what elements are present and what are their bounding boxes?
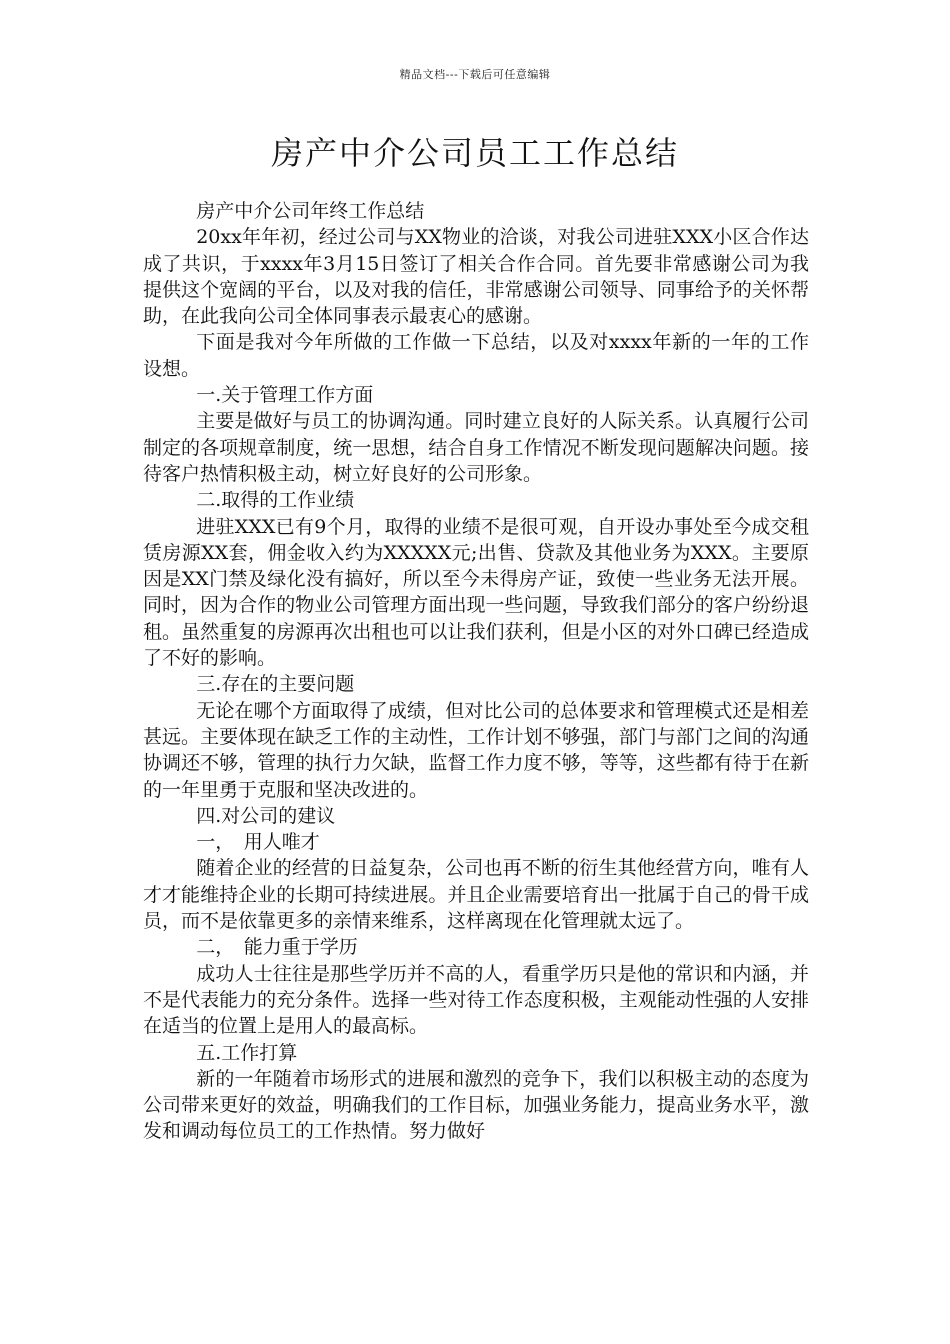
- paragraph-management: 主要是做好与员工的协调沟通。同时建立良好的人际关系。认真履行公司制定的各项规章制度，统一思想，结合自身工作情况不断发现问题解决问题。接待客户热情积极主动，树立好良好的公司形象。: [143, 410, 809, 485]
- paragraph-subtitle: 房产中介公司年终工作总结: [196, 200, 425, 222]
- paragraph-summary-intro: 下面是我对今年所做的工作做一下总结，以及对xxxx年新的一年的工作设想。: [143, 331, 809, 380]
- paragraph-talent: 随着企业的经营的日益复杂，公司也再不断的衍生其他经营方向，唯有人才才能维持企业的长期可持续进展。并且企业需要培育出一批属于自己的骨干成员，而不是依靠更多的亲情来维系，这样离现在化管理就太远了。: [143, 857, 809, 933]
- section-heading-problems: 三.存在的主要问题: [196, 673, 355, 696]
- section-heading-suggestions: 四.对公司的建议: [196, 804, 336, 827]
- document-title: 房产中介公司员工工作总结: [270, 134, 679, 172]
- section-heading-achievements: 二.取得的工作业绩: [196, 489, 355, 512]
- paragraph-plan: 新的一年随着市场形式的进展和激烈的竞争下，我们以积极主动的态度为公司带来更好的效益，明确我们的工作目标，加强业务能力，提高业务水平，激发和调动每位员工的工作热情。努力做好: [143, 1067, 809, 1143]
- paragraph-ability: 成功人士往往是那些学历并不高的人，看重学历只是他的常识和内涵，并不是代表能力的充分条件。选择一些对待工作态度积极，主观能动性强的人安排在适当的位置上是用人的最高标。: [143, 962, 809, 1038]
- paragraph-intro: 20xx年年初，经过公司与XX物业的洽谈，对我公司进驻XXX小区合作达成了共识，于xxxx年3月15日签订了相关合作合同。首先要非常感谢公司为我提供这个宽阔的平台，以及对我的信任，非常感谢公司领导、同事给予的关怀帮助，在此我向公司全体同事表示最衷心的感谢。: [143, 226, 809, 328]
- paragraph-problems: 无论在哪个方面取得了成绩，但对比公司的总体要求和管理模式还是相差甚远。主要体现在缺乏工作的主动性，工作计划不够强，部门与部门之间的沟通协调还不够，管理的执行力欠缺，监督工作力度不够，等等，这些都有待于在新的一年里勇于克服和坚决改进的。: [143, 699, 809, 801]
- paragraph-achievements: 进驻XXX已有9个月，取得的业绩不是很可观，自开设办事处至今成交租赁房源XX套，佣金收入约为XXXXX元;出售、贷款及其他业务为XXX。主要原因是XX门禁及绿化没有搞好，所以至今未得房产证，致使一些业务无法开展。同时，因为合作的物业公司管理方面出现一些问题，导致我们部分的客户纷纷退租。虽然重复的房源再次出租也可以让我们获利，但是小区的对外口碑已经造成了不好的影响。: [143, 515, 809, 670]
- section-heading-management: 一.关于管理工作方面: [196, 384, 374, 407]
- subheading-talent: 一， 用人唯才: [196, 831, 320, 854]
- header-note: 精品文档---下载后可任意编辑: [399, 68, 551, 81]
- document-body: [143, 198, 809, 1145]
- section-heading-plan: 五.工作打算: [196, 1041, 298, 1064]
- subheading-ability: 二， 能力重于学历: [196, 936, 358, 959]
